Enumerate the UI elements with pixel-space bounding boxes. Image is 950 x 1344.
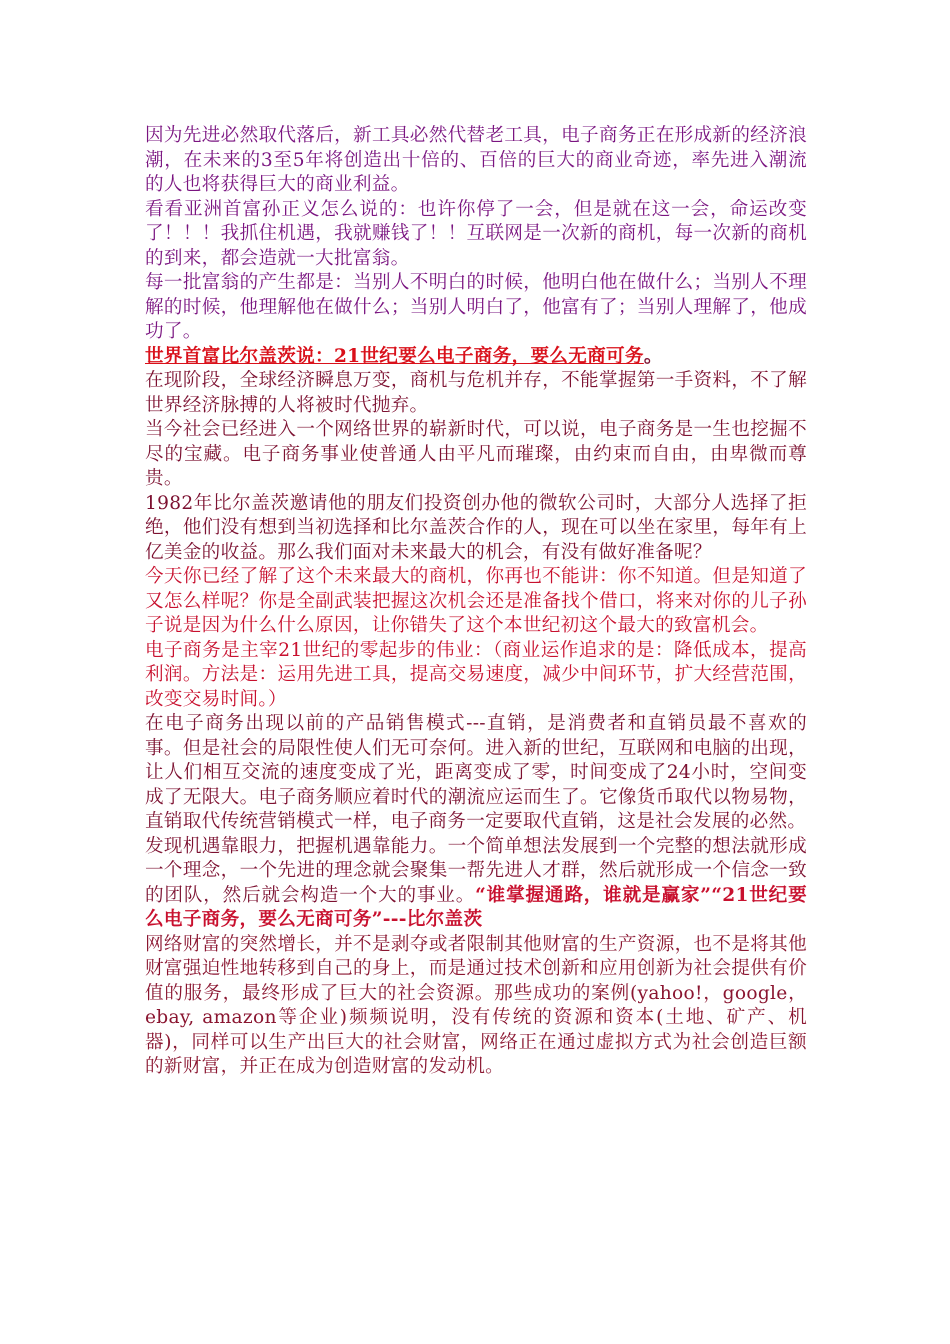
paragraph-11: [145, 835, 807, 933]
paragraph-11-text: 发现机遇靠眼力，把握机遇靠能力。一个简单想法发展到一个完整的想法就形成一个理念，一个先进的理念就会聚集一帮先进人才群，然后就形成一个信念一致的团队，然后就会构造一个大的事业。: [145, 835, 807, 906]
headline-period: 。: [643, 345, 663, 367]
paragraph-7: 1982年比尔盖茨邀请他的朋友们投资创办他的微软公司时，大部分人选择了拒绝，他们没有想到当初选择和比尔盖茨合作的人，现在可以坐在家里，每年有上亿美金的收益。那么我们面对未来最大的机会，有没有做好准备呢？: [145, 492, 807, 563]
paragraph-8: 今天你已经了解了这个未来最大的商机，你再也不能讲：你不知道。但是知道了又怎么样呢？你是全副武装把握这次机会还是准备找个借口，将来对你的儿子孙子说是因为什么什么原因，让你错失了这个本世纪初这个最大的致富机会。: [145, 566, 807, 636]
paragraph-10: 在电子商务出现以前的产品销售模式---直销，是消费者和直销员最不喜欢的事。但是社会的局限性使人们无可奈何。进入新的世纪，互联网和电脑的出现，让人们相互交流的速度变成了光，距离变成了零，时间变成了24小时，空间变成了无限大。电子商务顺应着时代的潮流应运而生了。它像货币取代以物易物，直销取代传统营销模式一样，电子商务一定要取代直销，这是社会发展的必然。: [145, 713, 807, 832]
paragraph-1: 因为先进必然取代落后，新工具必然代替老工具，电子商务正在形成新的经济浪潮，在未来的3至5年将创造出十倍的、百倍的巨大的商业奇迹，率先进入潮流的人也将获得巨大的商业利益。: [145, 125, 807, 195]
document-page: [145, 124, 807, 1080]
paragraph-2: 看看亚洲首富孙正义怎么说的：也许你停了一会，但是就在这一会，命运改变了！！！我抓住机遇，我就赚钱了！！互联网是一次新的商机，每一次新的商机的到来，都会造就一大批富翁。: [145, 198, 807, 269]
paragraph-4-headline: [145, 345, 807, 370]
paragraph-9: 电子商务是主宰21世纪的零起步的伟业：（商业运作追求的是：降低成本，提高利润。方法是：运用先进工具，提高交易速度，减少中间环节，扩大经营范围，改变交易时间。）: [145, 639, 807, 710]
paragraph-5: 在现阶段，全球经济瞬息万变，商机与危机并存，不能掌握第一手资料，不了解世界经济脉搏的人将被时代抛弃。: [145, 370, 807, 416]
paragraph-3: 每一批富翁的产生都是：当别人不明白的时候，他明白他在做什么；当别人不理解的时候，他理解他在做什么；当别人明白了，他富有了；当别人理解了，他成功了。: [145, 272, 807, 342]
paragraph-6: 当今社会已经进入一个网络世界的崭新时代，可以说，电子商务是一生也挖掘不尽的宝藏。电子商务事业使普通人由平凡而璀璨，由约束而自由，由卑微而尊贵。: [145, 419, 807, 489]
paragraph-12: 网络财富的突然增长，并不是剥夺或者限制其他财富的生产资源，也不是将其他财富强迫性地转移到自己的身上，而是通过技术创新和应用创新为社会提供有价值的服务，最终形成了巨大的社会资源。那些成功的案例(yahoo!，google，ebay, amazon等企业)频频说明，没有传统的资源和资本(土地、矿产、机器)，同样可以生产出巨大的社会财富，网络正在通过虚拟方式为社会创造巨额的新财富，并正在成为创造财富的发动机。: [145, 933, 807, 1077]
bill-gates-quote-headline: 世界首富比尔盖茨说：21世纪要么电子商务，要么无商可务: [145, 345, 644, 367]
paragraph-11-bold-quote: “谁掌握通路，谁就是赢家”“21世纪要么电子商务，要么无商可务”---比尔盖茨: [145, 884, 807, 930]
